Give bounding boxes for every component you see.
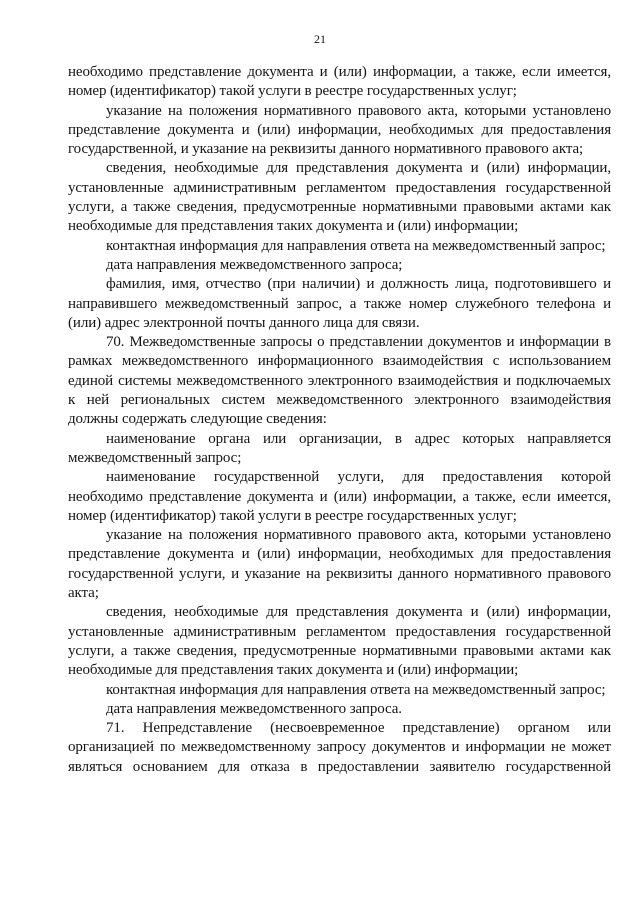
document-body <box>68 63 611 777</box>
paragraph-required-information: сведения, необходимые для представления документа и (или) информации, установленные административным регламентом предоставления государственной услуги, а также сведения, предусмотренные нормативными правовыми актами как необходимые для представления таких документа и (или) информации; <box>68 160 611 235</box>
paragraph-legal-act-reference: указание на положения нормативного правового акта, которыми установлено представление документа и (или) информации, необходимых для предоставления государственной, и указание на реквизиты данного нормативного правового акта; <box>68 102 611 158</box>
paragraph-item-70: 70. Межведомственные запросы о представлении документов и информации в рамках межведомственного информационного взаимодействия с использованием единой системы межведомственного электронного взаимодействия и подключаемых к ней региональных систем межведомственного электронного взаимодействия должны содержать следующие сведения: <box>68 334 611 428</box>
paragraph-response-contact: контактная информация для направления ответа на межведомственный запрос; <box>106 681 606 698</box>
paragraph-service-name: наименование государственной услуги, для предоставления которой необходимо представление документа и (или) информации, а также, если имеется, номер (идентификатор) такой услуги в реестре государственных услуг; <box>68 469 611 524</box>
paragraph-contact-information: контактная информация для направления ответа на межведомственный запрос; <box>106 237 606 254</box>
paragraph-request-date: дата направления межведомственного запроса; <box>106 256 403 273</box>
paragraph-item-71: 71. Непредставление (несвоевременное представление) органом или организацией по межведомственному запросу документов и информации не может являться основанием для отказа в предоставлении заявителю государственной <box>68 720 611 775</box>
paragraph-information-details: сведения, необходимые для представления документа и (или) информации, установленные административным регламентом предоставления государственной услуги, а также сведения, предусмотренные нормативными правовыми актами как необходимые для представления таких документа и (или) информации; <box>68 604 611 679</box>
paragraph-legal-provisions: указание на положения нормативного правового акта, которыми установлено представление документа и (или) информации, необходимых для предоставления государственной услуги, и указание на реквизиты данного нормативного правового акта; <box>68 527 611 602</box>
paragraph-responsible-person: фамилия, имя, отчество (при наличии) и должность лица, подготовившего и направившего межведомственный запрос, а также номер служебного телефона и (или) адрес электронной почты данного лица для связи. <box>68 276 611 331</box>
paragraph-recipient-name: наименование органа или организации, в адрес которых направляется межведомственный запрос; <box>68 430 611 466</box>
paragraph-continuation: необходимо представление документа и (или) информации, а также, если имеется, номер (идентификатор) такой услуги в реестре государственных услуг; <box>68 64 611 100</box>
paragraph-request-date-final: дата направления межведомственного запроса. <box>106 700 402 717</box>
page-number: 21 <box>314 32 326 46</box>
